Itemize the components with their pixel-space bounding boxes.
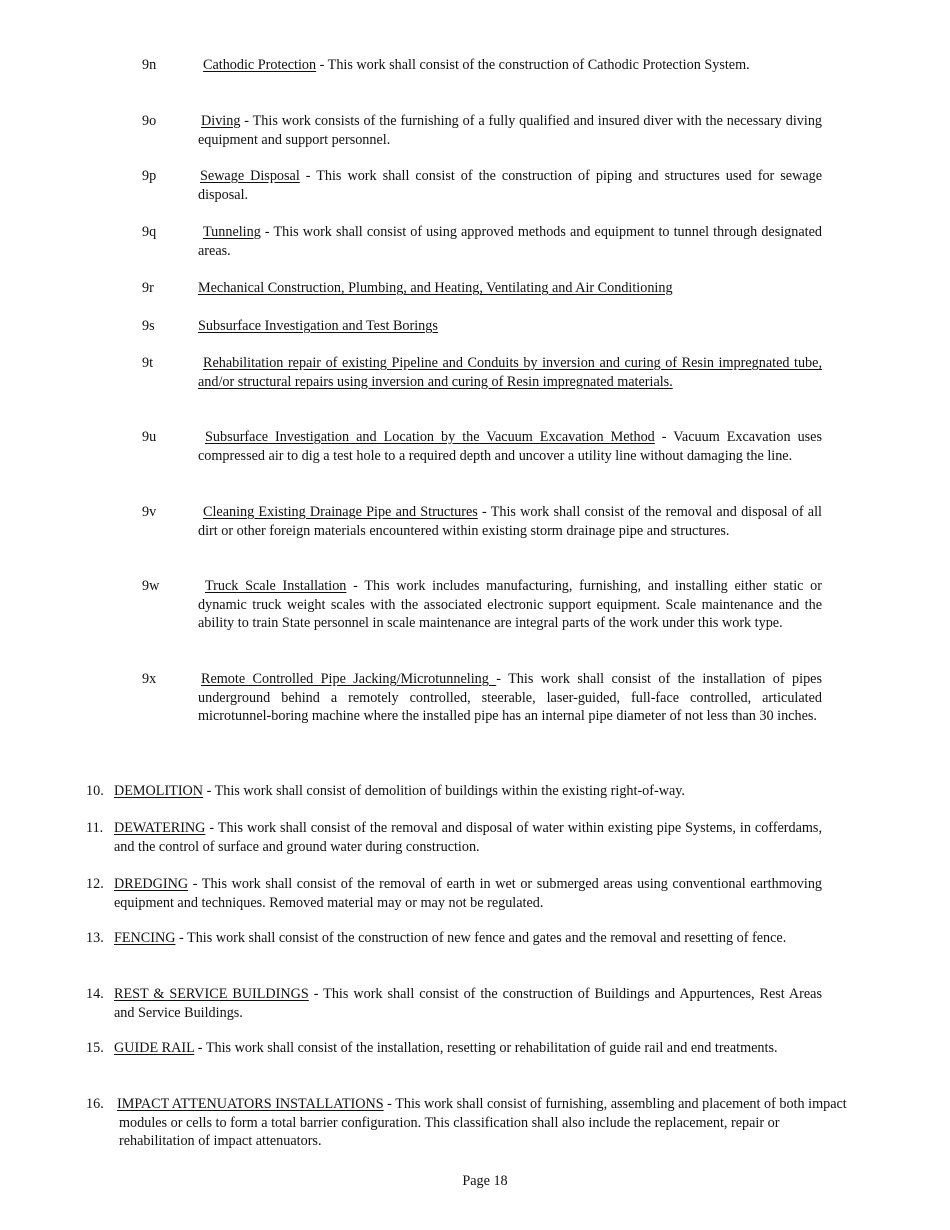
item-code: 9v: [142, 504, 157, 520]
item-separator: -: [308, 986, 324, 1002]
item-description: This work shall consist of the construction of Cathodic Protection System.: [327, 57, 750, 73]
item-title: Truck Scale Installation: [205, 578, 347, 594]
item-separator: -: [383, 1096, 396, 1112]
item-description: This work shall consist of the construction of piping and structures used for sewage disposal.: [198, 168, 823, 203]
item-number: 15.: [86, 1040, 104, 1056]
item-title: DEMOLITION: [114, 783, 204, 799]
item-title: Rehabilitation repair of existing Pipeline and Conduits by inversion and curing of Resin impregnated tube, and/or structural repairs using inversion and curing of Resin impregnated materials.: [198, 355, 822, 390]
item-title: Subsurface Investigation and Location by the Vacuum Excavation Method: [205, 429, 655, 445]
item-text: [198, 223, 822, 260]
item-text: [198, 577, 822, 633]
item-separator: -: [203, 783, 215, 799]
item-code: 9o: [142, 113, 157, 129]
item-separator: -: [299, 168, 317, 184]
item-text: [198, 56, 822, 75]
item-description: This work shall consist of using approved methods and equipment to tunnel through designated areas.: [198, 224, 822, 259]
item-text: [114, 782, 822, 801]
item-description: This work shall consist of the removal of earth in wet or submerged areas using conventional earthmoving equipment and techniques. Removed material may or may not be regulated.: [114, 876, 823, 911]
item-text: [198, 670, 822, 726]
item-title: IMPACT ATTENUATORS INSTALLATIONS: [117, 1096, 384, 1112]
item-code: 9n: [142, 57, 157, 73]
item-separator: -: [316, 57, 328, 73]
item-number: 12.: [86, 876, 104, 892]
item-description: This work consists of the furnishing of a fully qualified and insured diver with the necessary diving equipment and support personnel.: [198, 113, 823, 148]
item-code: 9s: [142, 318, 155, 334]
item-separator: -: [240, 113, 253, 129]
item-description: This work shall consist of the construction of Buildings and Appurtences, Rest Areas and Service Buildings.: [114, 986, 823, 1021]
item-code: 9w: [142, 578, 160, 594]
item-description: This work shall consist of the installation, resetting or rehabilitation of guide rail and end treatments.: [205, 1040, 778, 1056]
item-title: Cathodic Protection: [203, 57, 317, 73]
item-title: DEWATERING: [114, 820, 206, 836]
item-description: This work shall consist of the construction of new fence and gates and the removal and resetting of fence.: [187, 930, 787, 946]
item-title: Sewage Disposal: [200, 168, 300, 184]
item-text: [119, 1095, 852, 1151]
item-text: [114, 929, 822, 948]
item-title: Remote Controlled Pipe Jacking/Microtunneling: [201, 671, 497, 687]
item-title: Tunneling: [203, 224, 261, 240]
item-separator: -: [175, 930, 188, 946]
item-separator: -: [496, 671, 509, 687]
item-description: This work shall consist of the installation of pipes underground behind a remotely controlled, steerable, laser-guided, full-face controlled, articulated microtunnel-boring machine where the installed pipe has an internal pipe diameter of not less than 30 inches.: [198, 671, 822, 725]
item-text: [114, 1039, 822, 1058]
item-title: GUIDE RAIL: [114, 1040, 195, 1056]
item-title: REST & SERVICE BUILDINGS: [114, 986, 309, 1002]
item-title: DREDGING: [114, 876, 189, 892]
item-separator: -: [260, 224, 274, 240]
item-title: Cleaning Existing Drainage Pipe and Structures: [203, 504, 478, 520]
item-text: [198, 112, 822, 149]
item-description: This work shall consist of the removal and disposal of water within existing pipe Systems, in cofferdams, and the control of surface and ground water during construction.: [114, 820, 822, 855]
item-text: [198, 503, 822, 540]
item-description: This work shall consist of the removal and disposal of all dirt or other foreign materials encountered within existing storm drainage pipe and structures.: [198, 504, 822, 539]
item-separator: -: [188, 876, 202, 892]
page-number: Page 18: [462, 1173, 508, 1189]
item-separator: -: [654, 429, 674, 445]
item-separator: -: [205, 820, 218, 836]
item-number: 11.: [86, 820, 104, 836]
item-text: [198, 428, 822, 465]
item-description: This work shall consist of furnishing, assembling and placement of both impact modules or cells to form a total barrier configuration. This classification shall also include the replacement, repair or rehabilitation of impact attenuators.: [119, 1096, 847, 1150]
item-title: Mechanical Construction, Plumbing, and Heating, Ventilating and Air Conditioning: [198, 280, 673, 296]
item-code: 9x: [142, 671, 157, 687]
item-description: Vacuum Excavation uses compressed air to dig a test hole to a required depth and uncover a utility line without damaging the line.: [198, 429, 822, 464]
item-number: 14.: [86, 986, 104, 1002]
item-code: 9p: [142, 168, 157, 184]
item-number: 16.: [86, 1096, 104, 1112]
item-separator: -: [346, 578, 365, 594]
item-text: [198, 317, 822, 336]
item-text: [198, 279, 822, 298]
item-code: 9r: [142, 280, 154, 296]
item-description: This work shall consist of demolition of buildings within the existing right-of-way.: [214, 783, 685, 799]
item-text: [114, 875, 822, 912]
item-number: 13.: [86, 930, 104, 946]
item-title: Subsurface Investigation and Test Borings: [198, 318, 438, 334]
item-code: 9q: [142, 224, 157, 240]
item-text: [114, 819, 822, 856]
item-text: [198, 354, 822, 391]
item-text: [114, 985, 822, 1022]
item-code: 9t: [142, 355, 154, 371]
item-title: FENCING: [114, 930, 176, 946]
item-separator: -: [477, 504, 491, 520]
item-text: [198, 167, 822, 204]
item-description: This work includes manufacturing, furnishing, and installing either static or dynamic truck weight scales with the associated electronic support equipment. Scale maintenance and the ability to train State personnel in scale maintenance are integral parts of the work under this work type.: [198, 578, 822, 632]
item-separator: -: [194, 1040, 206, 1056]
item-number: 10.: [86, 783, 104, 799]
item-title: Diving: [201, 113, 241, 129]
item-code: 9u: [142, 429, 157, 445]
